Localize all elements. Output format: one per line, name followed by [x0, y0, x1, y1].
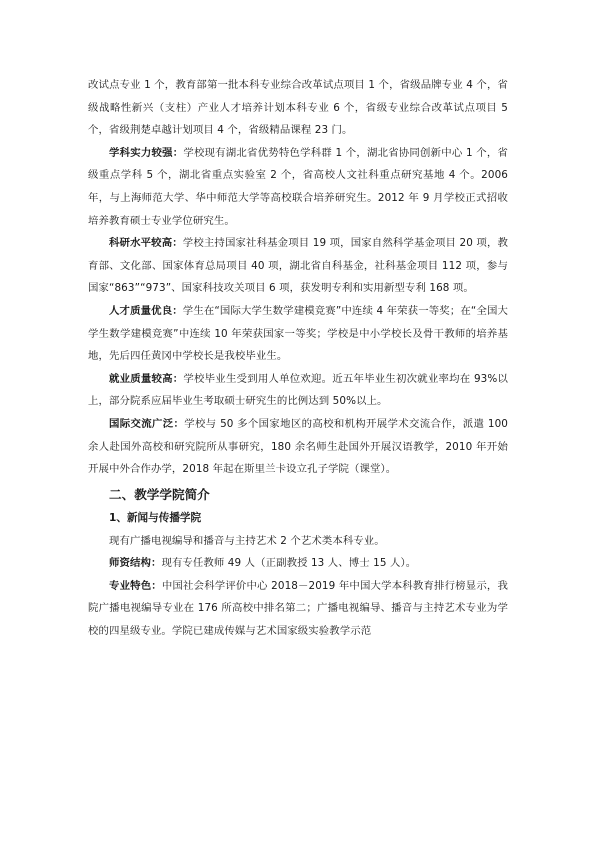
- paragraph-text: 学校主持国家社科基金项目 19 项，国家自然科学基金项目 20 项，教育部、文化部、国家体育总局项目 40 项，湖北省自科基金，社科基金项目 112 项，参与国家“863”“973”、国家科技攻关项目 6 项，获发明专利和实用新型专利 168 项。: [88, 237, 509, 295]
- paragraph-international-exchange: [88, 413, 508, 481]
- paragraph-text: 现有广播电视编导和播音与主持艺术 2 个艺术类本科专业。: [109, 534, 385, 547]
- paragraph-college-intro: [88, 530, 508, 553]
- paragraph-research-level: [88, 232, 508, 300]
- paragraph-faculty-structure: [88, 552, 508, 575]
- paragraph-talent-quality: [88, 300, 508, 368]
- paragraph-label: 科研水平较高：: [109, 237, 183, 250]
- paragraph-label: 就业质量较高：: [109, 372, 184, 385]
- subsection-heading: 1、新闻与传播学院: [109, 511, 202, 524]
- paragraph-label: 专业特色：: [109, 579, 162, 592]
- paragraph-employment-quality: [88, 368, 508, 413]
- paragraph-text: 改试点专业 1 个，教育部第一批本科专业综合改革试点项目 1 个，省级品牌专业 4 个，省级战略性新兴（支柱）产业人才培养计划本科专业 6 个，省级专业综合改革试点项目 5 个，省级荆楚卓越计划项目 4 个，省级精品课程 23 门。: [88, 79, 508, 137]
- paragraph-text: 现有专任教师 49 人（正副教授 13 人、博士 15 人）。: [161, 557, 417, 570]
- paragraph-program-features: [88, 575, 508, 643]
- paragraph-discipline-strength: [88, 142, 508, 232]
- paragraph-text: 学校与 50 多个国家地区的高校和机构开展学术交流合作，派遣 100 余人赴国外高校和研究院所从事研究，180 余名师生赴国外开展汉语教学，2010 年开始开展中外合作办学，2018 年起在斯里兰卡设立孔子学院（课堂）。: [88, 417, 508, 476]
- paragraph-label: 国际交流广泛：: [109, 417, 185, 430]
- paragraph-label: 学科实力较强：: [109, 146, 184, 159]
- document-body: [88, 74, 508, 643]
- paragraph-text: 中国社会科学评价中心 2018－2019 年中国大学本科教育排行榜显示，我院广播电视编导专业在 176 所高校中排名第二；广播电视编导、播音与主持艺术专业为学校的四星级专业。学院已建成传媒与艺术国家级实验教学示范: [88, 579, 508, 638]
- paragraph-text: 学校毕业生受到用人单位欢迎。近五年毕业生初次就业率均在 93%以上，部分院系应届毕业生考取硕士研究生的比例达到 50%以上。: [88, 372, 508, 408]
- paragraph-text: 学生在“国际大学生数学建模竞赛”中连续 4 年荣获一等奖；在“全国大学生数学建模竞赛”中连续 10 年荣获国家一等奖；学校是中小学校长及骨干教师的培养基地，先后四任黄冈中学校长是我校毕业生。: [88, 304, 509, 363]
- paragraph-label: 人才质量优良：: [109, 304, 183, 317]
- section-heading: 二、教学学院简介: [109, 486, 210, 502]
- paragraph-text: 学校现有湖北省优势特色学科群 1 个，湖北省协同创新中心 1 个，省级重点学科 5 个，湖北省重点实验室 2 个，省高校人文社科重点研究基地 4 个。2006 年，与上海师范大学、华中师范大学等高校联合培养研究生。2012 年 9 月学校正式招收培养教育硕士专业学位研究生。: [88, 146, 508, 227]
- paragraph-majors-continued: [88, 74, 508, 142]
- paragraph-label: 师资结构：: [109, 557, 162, 570]
